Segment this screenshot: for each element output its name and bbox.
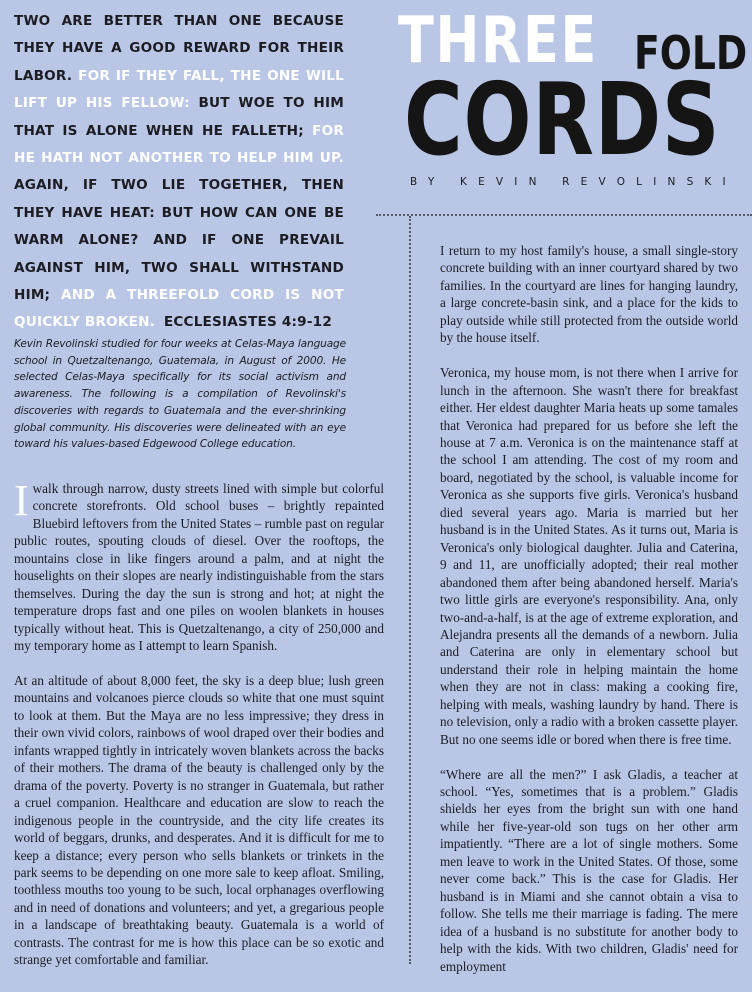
horizontal-divider — [376, 214, 752, 216]
title-cords: CORDS — [404, 61, 721, 178]
title-fold: FOLD — [634, 26, 748, 80]
article-left-column — [14, 476, 384, 986]
right-paragraph-1: I return to my host family's house, a small single-story concrete building with an inner courtyard shared by two families. In the courtyard are lines for hanging laundry, a large concrete-basin sink, and a place for the kids to play outside while still protected from the outside world by the house itself. — [440, 243, 738, 346]
author-intro: Kevin Revolinski studied for four weeks at Celas-Maya language school in Quetzaltenango, Guatemala, in August of 2000. He selected Celas-Maya specifically for its social activism and awareness. The following is a compilation of Revolinski's discoveries with regards to Guatemala and the ever-shrinking global community. His discoveries were delineated with an eye toward his values-based Edgewood College education. — [14, 338, 346, 451]
byline: BY KEVIN REVOLINSKI — [410, 176, 737, 188]
scripture-quote — [14, 8, 344, 337]
column-divider — [409, 216, 411, 964]
quote-text-light-1: FOR IF THEY FALL, THE ONE WILL LIFT UP HIS FELLOW: — [14, 67, 344, 112]
quote-text-dark-2: BUT WOE TO HIM THAT IS ALONE WHEN HE FALLETH; — [14, 95, 344, 139]
quote-text-dark-3: AGAIN, IF TWO LIE TOGETHER, THEN THEY HAVE HEAT: BUT HOW CAN ONE BE WARM ALONE? AND IF ONE PREVAIL AGAINST HIM, TWO SHALL WITHSTAND HIM; — [14, 177, 344, 304]
quote-text-light-2: FOR HE HATH NOT ANOTHER TO HELP HIM UP. — [14, 122, 344, 167]
title-three: THREE — [398, 4, 599, 78]
drop-cap: I — [14, 476, 29, 525]
left-paragraph-2: At an altitude of about 8,000 feet, the sky is a deep blue; lush green mountains and volcanoes pierce clouds so white that one must squint to look at them. But the Maya are no less impressive; they dress in their own vivid colors, rainbows of wool draped over their bodies and infants wrapped tightly in intricately woven blankets across the backs of their mothers. The drama of the beauty is challenged only by the drama of the poverty. Poverty is no stranger in Guatemala, but rather a cruel companion. Healthcare and education are slow to reach the indigenous people in the countryside, and the city life creates its world of beggars, drunks, and desperates. And it is difficult for me to keep a distance; every person who sells blankets or trinkets in the park seems to be depending on one more sale to keep afloat. Smiling, toothless mouths too young to be such, local orphanages overflowing and in need of donations and volunteers; and yet, a gregarious people in a landscape of breathtaking beauty. Guatemala is a world of contrasts. The contrast for me is how this place can be so exotic and strange yet comfortable and familiar. — [14, 672, 384, 968]
left-paragraph-1 — [14, 476, 384, 655]
quote-text-dark-1: TWO ARE BETTER THAN ONE BECAUSE THEY HAVE A GOOD REWARD FOR THEIR LABOR. — [14, 13, 344, 84]
left-paragraph-1-text: walk through narrow, dusty streets lined with simple but colorful concrete storefronts. Old school buses – brightly repainted Bluebird leftovers from the United States – rumble past on regular public routes, spouting clouds of diesel. Over the rooftops, the mountains close in like fingers around a palm, and at night the houselights on their slopes are nearly indistinguishable from the stars themselves. During the day the sun is strong and hot; at night the temperature drops fast and one piles on woolen blankets in houses typically without heat. This is Quetzaltenango, a city of 250,000 and my temporary home as I attempt to learn Spanish. — [14, 481, 384, 654]
right-paragraph-2: Veronica, my house mom, is not there when I arrive for lunch in the afternoon. She wasn't there for breakfast either. Her eldest daughter Maria heats up some tamales that Veronica had prepared for us before she left the house at 7 a.m. Veronica is on the maintenance staff at the school I am attending. The cost of my room and board, negotiated by the school, is valuable income for Veronica as she supports five girls. Veronica's husband died several years ago. Maria is married but her husband is in the United States. As it turns out, Maria is Veronica's only biological daughter. Julia and Caterina, 9 and 11, are unofficially adopted; their real mother abandoned them after being abandoned herself. Maria's two little girls are everyone's responsibility. Ana, only two-and-a-half, is at the age of extreme exploration, and Alejandra presents all the demands of a newborn. Julia and Caterina are only in elementary school but understand their role in helping maintain the home when they are not in class: making a cooking fire, helping with meals, washing laundry by hand. There is no television, only a radio with a broken cassette player. But no one seems idle or bored when there is free time. — [440, 365, 738, 747]
quote-text-light-3: AND A THREEFOLD CORD IS NOT QUICKLY BROKEN. — [14, 287, 344, 331]
article-right-column — [440, 242, 738, 992]
right-paragraph-3: “Where are all the men?” I ask Gladis, a teacher at school. “Yes, sometimes that is a problem.” Gladis shields her eyes from the bright sun with one hand while her five-year-old son tugs on her other arm impatiently. “There are a lot of single mothers. Some men leave to work in the United States. Of those, some never come back.” This is the case for Gladis. Her husband is in Miami and she cannot obtain a visa to follow. She tells me their marriage is fading. The mere idea of a husband is no substitute for another body to help with the kids. With two children, Gladis' need for employment — [440, 766, 738, 974]
quote-reference: ECCLESIASTES 4:9-12 — [163, 314, 332, 331]
